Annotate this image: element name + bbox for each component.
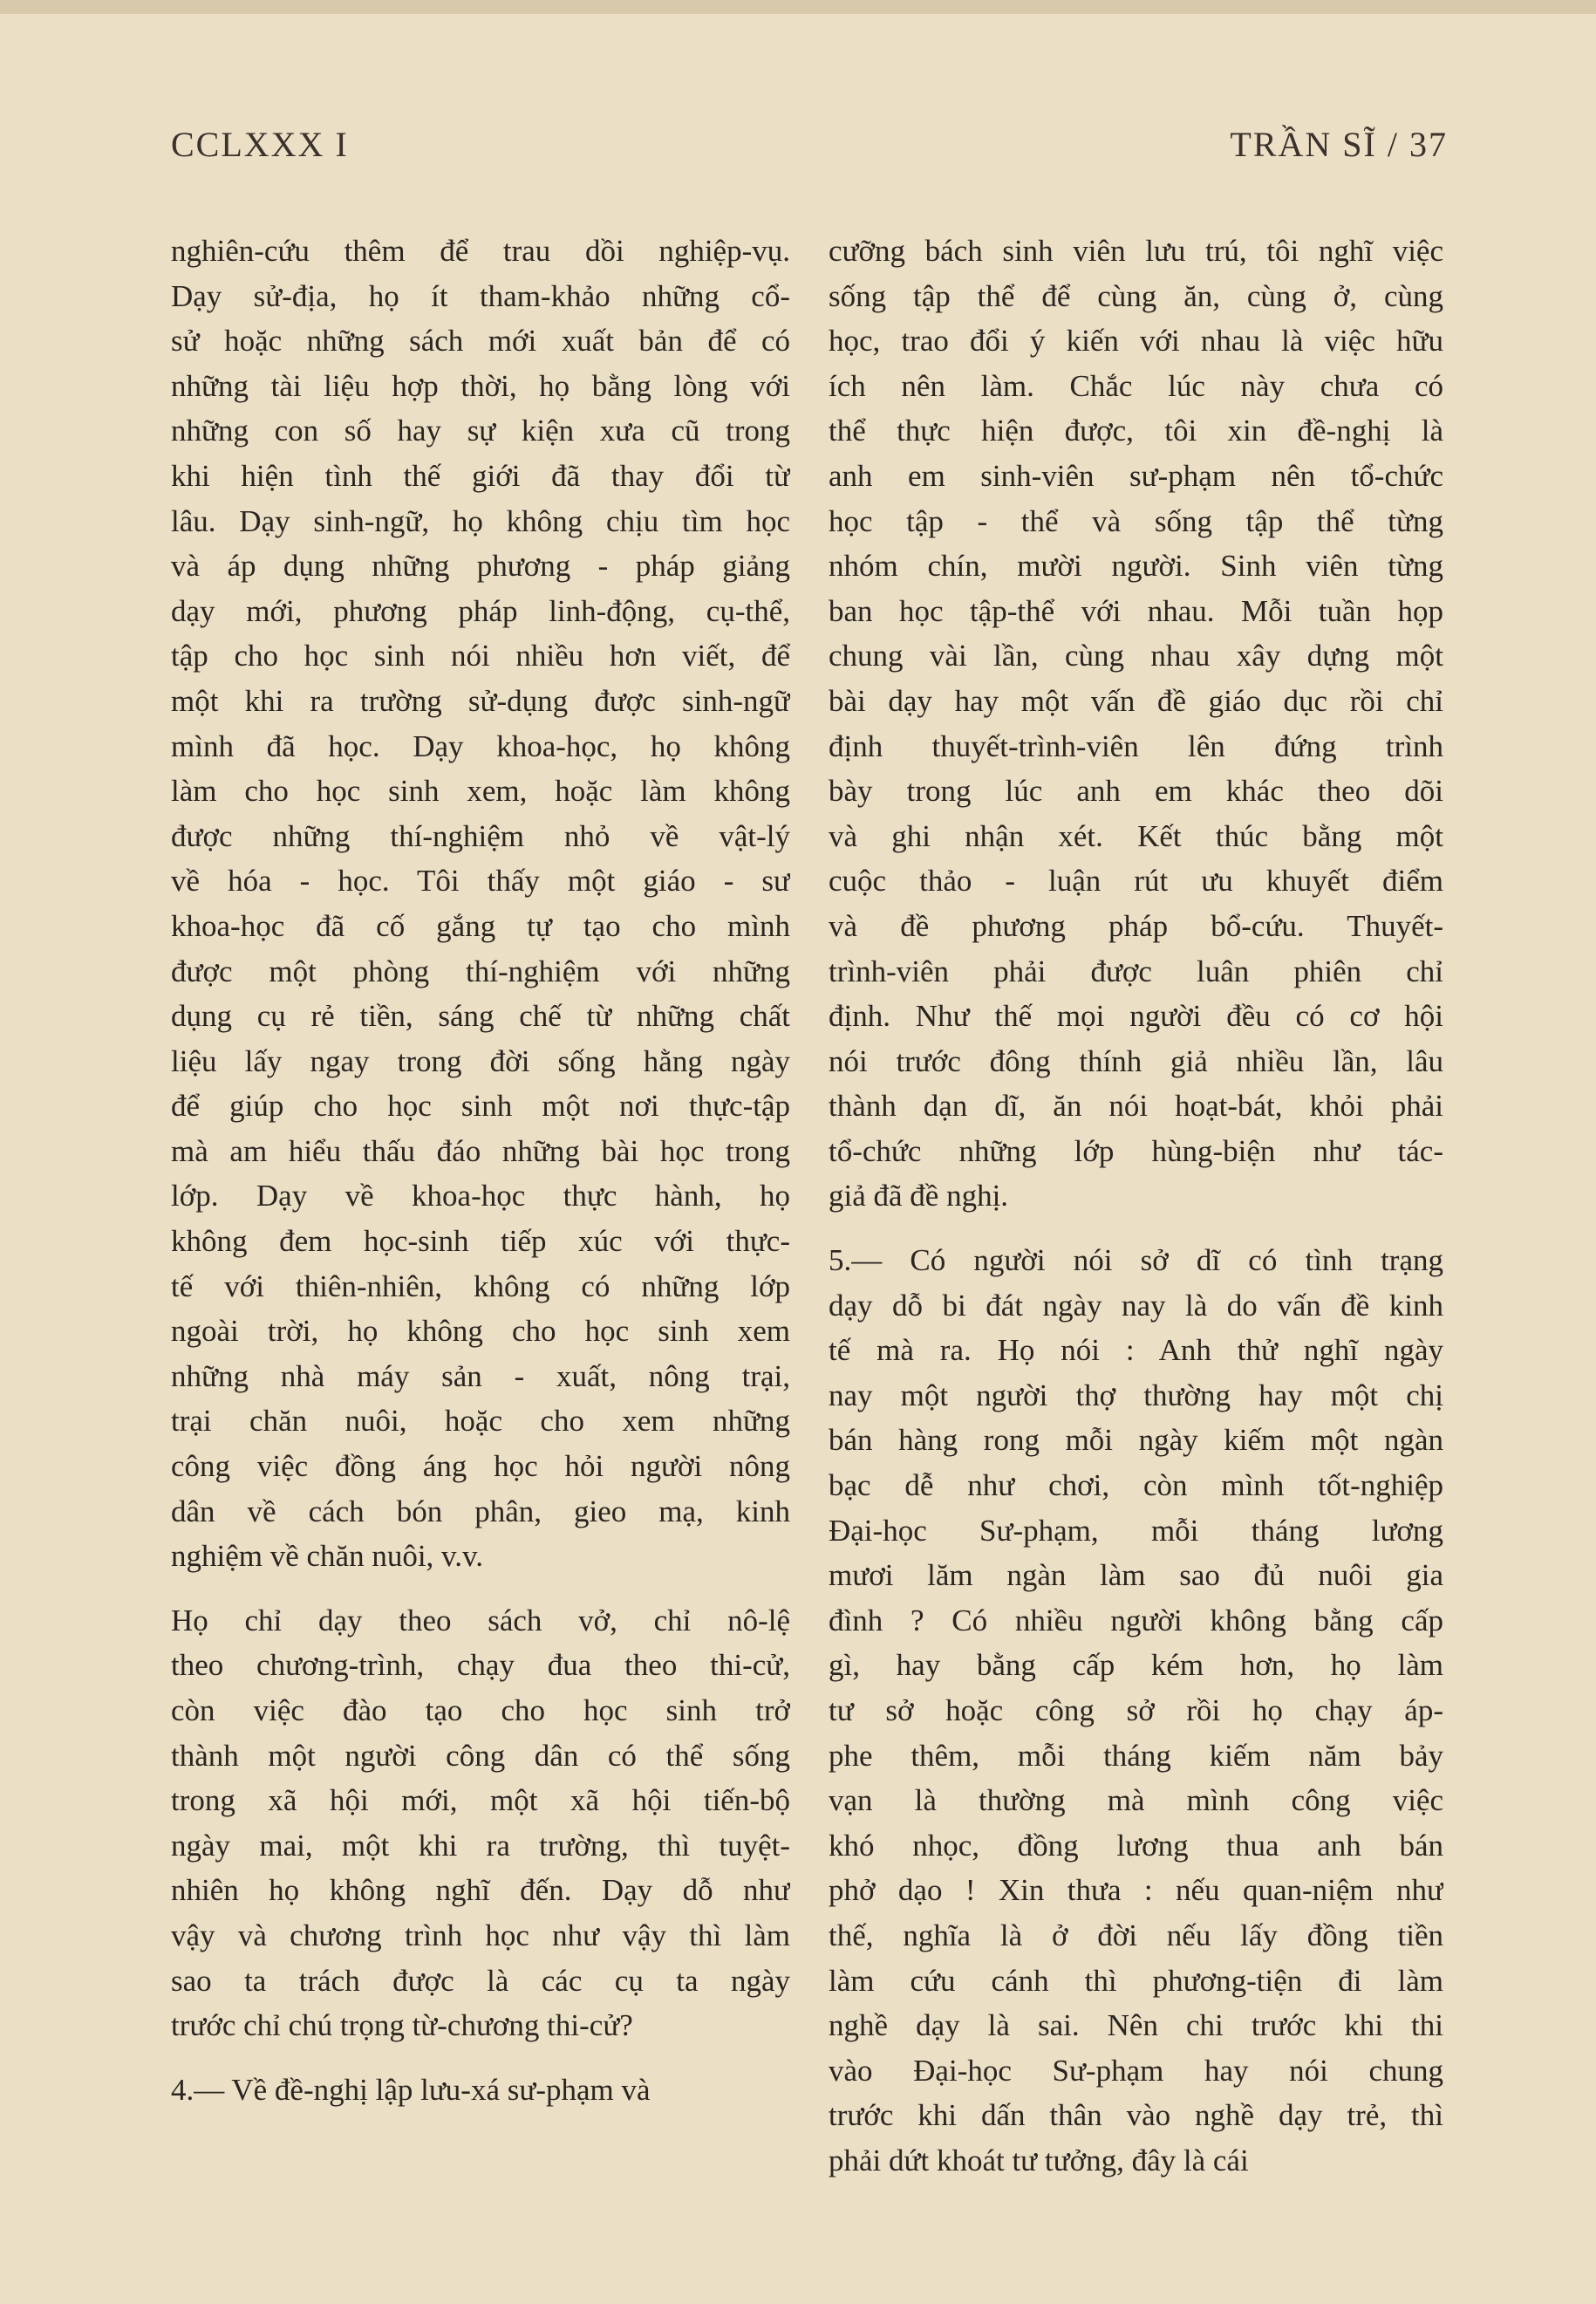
text-line: dạy mới, phương pháp linh-động, cụ-thể, [171, 593, 790, 628]
text-line: dạy dỗ bi đát ngày nay là do vấn đề kinh [829, 1288, 1443, 1323]
text-line: được một phòng thí-nghiệm với những [171, 954, 790, 988]
text-line: trình-viên phải được luân phiên chỉ [829, 954, 1443, 988]
text-line: thế, nghĩa là ở đời nếu lấy đồng tiền [829, 1918, 1443, 1952]
text-line: tế với thiên-nhiên, không có những lớp [171, 1268, 790, 1303]
paragraph-gap [171, 1579, 790, 1598]
text-line: cưỡng bách sinh viên lưu trú, tôi nghĩ việc [829, 234, 1443, 268]
text-line: dụng cụ rẻ tiền, sáng chế từ những chất [171, 999, 790, 1034]
text-line: trại chăn nuôi, hoặc cho xem những [171, 1404, 790, 1439]
text-line: 4.— Về đề-nghị lập lưu-xá sư-phạm và [171, 2072, 651, 2107]
left-text-column [171, 229, 790, 2112]
text-line: phở dạo ! Xin thưa : nếu quan-niệm như [829, 1873, 1443, 1908]
text-line: cuộc thảo - luận rút ưu khuyết điểm [829, 864, 1443, 899]
text-line: những con số hay sự kiện xưa cũ trong [171, 414, 790, 448]
text-line: ban học tập-thể với nhau. Mỗi tuần họp [829, 593, 1443, 628]
running-header [171, 124, 1448, 176]
text-line: được những thí-nghiệm nhỏ về vật-lý [171, 818, 790, 853]
text-line: nghề dạy là sai. Nên chi trước khi thi [829, 2008, 1443, 2043]
text-line: khó nhọc, đồng lương thua anh bán [829, 1828, 1443, 1863]
text-line: giả đã đề nghị. [829, 1179, 1009, 1214]
text-line: trước chỉ chú trọng từ-chương thi-cử? [171, 2008, 633, 2043]
text-line: Đại-học Sư-phạm, mỗi tháng lương [829, 1513, 1443, 1548]
text-line: làm cho học sinh xem, hoặc làm không [171, 774, 790, 809]
text-line: thành một người công dân có thể sống [171, 1738, 790, 1773]
paragraph-gap [171, 2048, 790, 2068]
text-line: 5.— Có người nói sở dĩ có tình trạng [829, 1243, 1443, 1278]
text-line: còn việc đào tạo cho học sinh trở [171, 1693, 790, 1727]
text-line: công việc đồng áng học hỏi người nông [171, 1449, 790, 1484]
text-line: trước khi dấn thân vào nghề dạy trẻ, thì [829, 2098, 1443, 2133]
text-line: sử hoặc những sách mới xuất bản để có [171, 324, 790, 359]
text-line: nói trước đông thính giả nhiều lần, lâu [829, 1043, 1443, 1078]
text-line: tập cho học sinh nói nhiều hơn viết, để [171, 639, 790, 673]
text-line: lớp. Dạy về khoa-học thực hành, họ [171, 1179, 790, 1214]
text-line: và ghi nhận xét. Kết thúc bằng một [829, 818, 1443, 853]
text-line: nhóm chín, mười người. Sinh viên từng [829, 549, 1443, 584]
text-line: ngày mai, một khi ra trường, thì tuyệt- [171, 1828, 790, 1863]
text-line: và áp dụng những phương - pháp giảng [171, 549, 790, 584]
text-line: ngoài trời, họ không cho học sinh xem [171, 1314, 790, 1349]
text-line: bài dạy hay một vấn đề giáo dục rồi chỉ [829, 683, 1443, 718]
header-author-page: TRẦN SĨ / 37 [1230, 125, 1448, 164]
text-line: vào Đại-học Sư-phạm hay nói chung [829, 2053, 1443, 2088]
text-line: nghiệm về chăn nuôi, v.v. [171, 1539, 484, 1574]
text-line: một khi ra trường sử-dụng được sinh-ngữ [171, 683, 790, 718]
text-line: tổ-chức những lớp hùng-biện như tác- [829, 1133, 1443, 1168]
text-line: nay một người thợ thường hay một chị [829, 1378, 1443, 1412]
paragraph-gap [829, 1219, 1443, 1238]
text-line: Dạy sử-địa, họ ít tham-khảo những cổ- [171, 278, 790, 313]
text-line: học tập - thể và sống tập thể từng [829, 503, 1443, 538]
text-line: những nhà máy sản - xuất, nông trại, [171, 1358, 790, 1393]
text-line: chung vài lần, cùng nhau xây dựng một [829, 639, 1443, 673]
text-line: nhiên họ không nghĩ đến. Dạy dỗ như [171, 1873, 790, 1908]
text-line: bạc dễ như chơi, còn mình tốt-nghiệp [829, 1468, 1443, 1503]
text-line: tế mà ra. Họ nói : Anh thử nghĩ ngày [829, 1333, 1443, 1368]
text-line: không đem học-sinh tiếp xúc với thực- [171, 1224, 790, 1259]
text-line: tư sở hoặc công sở rồi họ chạy áp- [829, 1693, 1443, 1727]
text-line: bày trong lúc anh em khác theo dõi [829, 774, 1443, 809]
text-line: nghiên-cứu thêm để trau dồi nghiệp-vụ. [171, 234, 790, 268]
header-issue-number: CCLXXX I [171, 125, 349, 164]
text-line: mươi lăm ngàn làm sao đủ nuôi gia [829, 1558, 1443, 1593]
text-line: khoa-học đã cố gắng tự tạo cho mình [171, 908, 790, 943]
page-top-edge [0, 0, 1596, 14]
text-line: trong xã hội mới, một xã hội tiến-bộ [171, 1783, 790, 1818]
text-line: về hóa - học. Tôi thấy một giáo - sư [171, 864, 790, 899]
text-line: phe thêm, mỗi tháng kiếm năm bảy [829, 1738, 1443, 1773]
text-line: vạn là thường mà mình công việc [829, 1783, 1443, 1818]
text-line: thành dạn dĩ, ăn nói hoạt-bát, khỏi phải [829, 1089, 1443, 1124]
text-line: liệu lấy ngay trong đời sống hằng ngày [171, 1043, 790, 1078]
text-line: những tài liệu hợp thời, họ bằng lòng với [171, 368, 790, 403]
text-line: khi hiện tình thế giới đã thay đổi từ [171, 458, 790, 493]
text-line: làm cứu cánh thì phương-tiện đi làm [829, 1963, 1443, 1998]
text-line: đình ? Có nhiều người không bằng cấp [829, 1603, 1443, 1637]
text-line: Họ chỉ dạy theo sách vở, chỉ nô-lệ [171, 1603, 790, 1637]
right-text-column [829, 229, 1443, 2184]
text-line: phải dứt khoát tư tưởng, đây là cái [829, 2143, 1249, 2178]
text-line: dân về cách bón phân, gieo mạ, kinh [171, 1494, 790, 1528]
text-line: thể thực hiện được, tôi xin đề-nghị là [829, 414, 1443, 448]
text-line: và đề phương pháp bổ-cứu. Thuyết- [829, 908, 1443, 943]
text-line: anh em sinh-viên sư-phạm nên tổ-chức [829, 458, 1443, 493]
text-line: gì, hay bằng cấp kém hơn, họ làm [829, 1648, 1443, 1683]
text-line: bán hàng rong mỗi ngày kiếm một ngàn [829, 1423, 1443, 1458]
text-line: học, trao đổi ý kiến với nhau là việc hữu [829, 324, 1443, 359]
text-line: định thuyết-trình-viên lên đứng trình [829, 728, 1443, 763]
text-line: mà am hiểu thấu đáo những bài học trong [171, 1133, 790, 1168]
text-line: vậy và chương trình học như vậy thì làm [171, 1918, 790, 1952]
text-line: mình đã học. Dạy khoa-học, họ không [171, 728, 790, 763]
text-line: sao ta trách được là các cụ ta ngày [171, 1963, 790, 1998]
text-line: lâu. Dạy sinh-ngữ, họ không chịu tìm học [171, 503, 790, 538]
text-line: ích nên làm. Chắc lúc này chưa có [829, 368, 1443, 403]
text-line: theo chương-trình, chạy đua theo thi-cử, [171, 1648, 790, 1683]
text-line: định. Như thế mọi người đều có cơ hội [829, 999, 1443, 1034]
text-line: sống tập thể để cùng ăn, cùng ở, cùng [829, 278, 1443, 313]
text-line: để giúp cho học sinh một nơi thực-tập [171, 1089, 790, 1124]
